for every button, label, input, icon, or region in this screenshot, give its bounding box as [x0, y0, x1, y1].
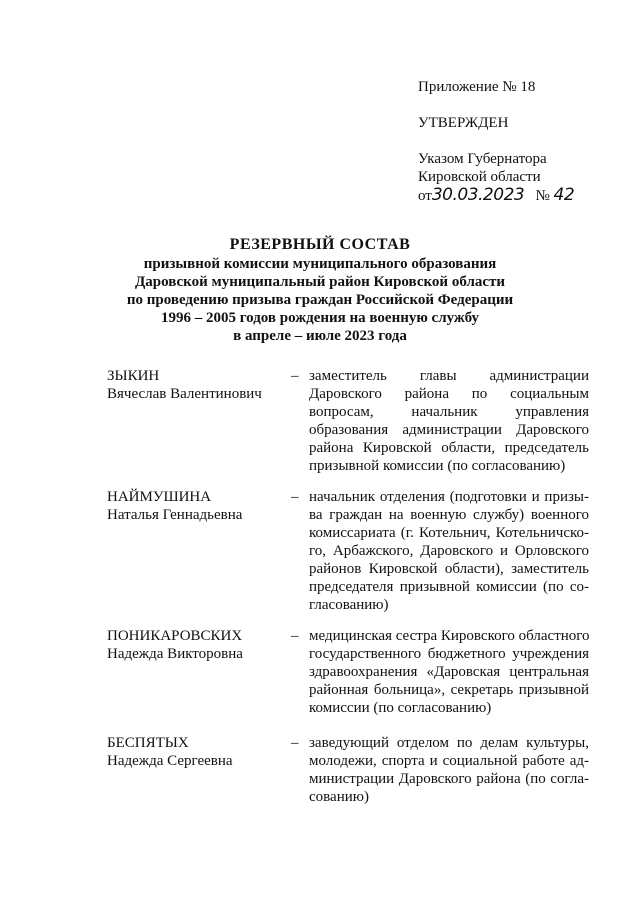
member-role	[309, 734, 589, 806]
member-dash: –	[291, 628, 299, 644]
member-surname: БЕСПЯТЫХ	[107, 735, 189, 751]
decree-date-handwritten: 30.03.2023	[431, 185, 525, 205]
member-name	[107, 488, 242, 524]
role-line: сованию)	[309, 789, 369, 805]
title-line: в апреле – июле 2023 года	[233, 328, 407, 344]
role-line: го, Арбажского, Даровского и Орловского	[309, 543, 589, 559]
decree-number-handwritten: 42	[553, 185, 575, 205]
role-line: государственного бюджетного учреждения	[309, 646, 589, 662]
role-line: заведующий отделом по делам культуры,	[309, 735, 589, 751]
role-line: медицинская сестра Кировского областного	[309, 628, 590, 644]
member-given-name: Вячеслав Валентинович	[107, 386, 262, 402]
role-line: здравоохранения «Даровская центральная	[309, 664, 589, 680]
role-line: призывной комиссии (по согласованию)	[309, 458, 566, 474]
member-name	[107, 367, 262, 403]
title-main: РЕЗЕРВНЫЙ СОСТАВ	[229, 236, 411, 253]
document-title	[0, 235, 640, 345]
member-name	[107, 734, 233, 770]
member-role	[309, 367, 589, 475]
member-dash: –	[291, 489, 299, 505]
role-line: Даровского района по социальным	[309, 386, 589, 402]
role-line: ва граждан на военную службу) военного	[309, 507, 589, 523]
title-line: 1996 – 2005 годов рождения на военную службу	[160, 310, 480, 326]
member-dash: –	[291, 368, 299, 384]
member-given-name: Наталья Геннадьевна	[107, 507, 243, 523]
title-line: по проведению призыва граждан Российской Федерации	[126, 292, 514, 308]
role-line: комиссии (по согласованию)	[309, 700, 492, 716]
title-line: призывной комиссии муниципального образования	[143, 256, 497, 272]
member-given-name: Надежда Сергеевна	[107, 753, 233, 769]
member-dash: –	[291, 735, 299, 751]
number-prefix: №	[535, 188, 550, 204]
role-line: районов Кировской области), заместитель	[309, 561, 589, 577]
member-surname: НАЙМУШИНА	[107, 489, 212, 505]
approved-label: УТВЕРЖДЕН	[418, 115, 509, 131]
date-prefix: от	[418, 188, 432, 204]
decree-line-2: Кировской области	[418, 169, 541, 185]
role-line: молодежи, спорта и социальной работе ад-	[309, 753, 589, 769]
member-role	[309, 488, 589, 614]
appendix-number: Приложение № 18	[418, 79, 536, 95]
role-line: заместитель главы администрации	[309, 368, 589, 384]
role-line: вопросам, начальник управления	[309, 404, 589, 420]
role-line: района Кировской области, председатель	[309, 440, 589, 456]
role-line: министрации Даровского района (по согла-	[309, 771, 589, 787]
role-line: образования администрации Даровского	[309, 422, 589, 438]
title-line: Даровской муниципальный район Кировской области	[134, 274, 506, 290]
role-line: комиссариата (г. Котельнич, Котельничско-	[309, 525, 589, 541]
role-line: гласованию)	[309, 597, 389, 613]
member-name	[107, 627, 243, 663]
approval-block	[418, 78, 574, 204]
role-line: председателя призывной комиссии (по со-	[309, 579, 589, 595]
member-given-name: Надежда Викторовна	[107, 646, 243, 662]
decree-line-1: Указом Губернатора	[418, 151, 547, 167]
role-line: районная больница», секретарь призывной	[309, 682, 589, 698]
decree-date-line	[418, 186, 574, 204]
role-line: начальник отделения (подготовки и призы-	[309, 489, 589, 505]
member-surname: ЗЫКИН	[107, 368, 160, 384]
member-surname: ПОНИКАРОВСКИХ	[107, 628, 243, 644]
member-role	[309, 627, 589, 717]
